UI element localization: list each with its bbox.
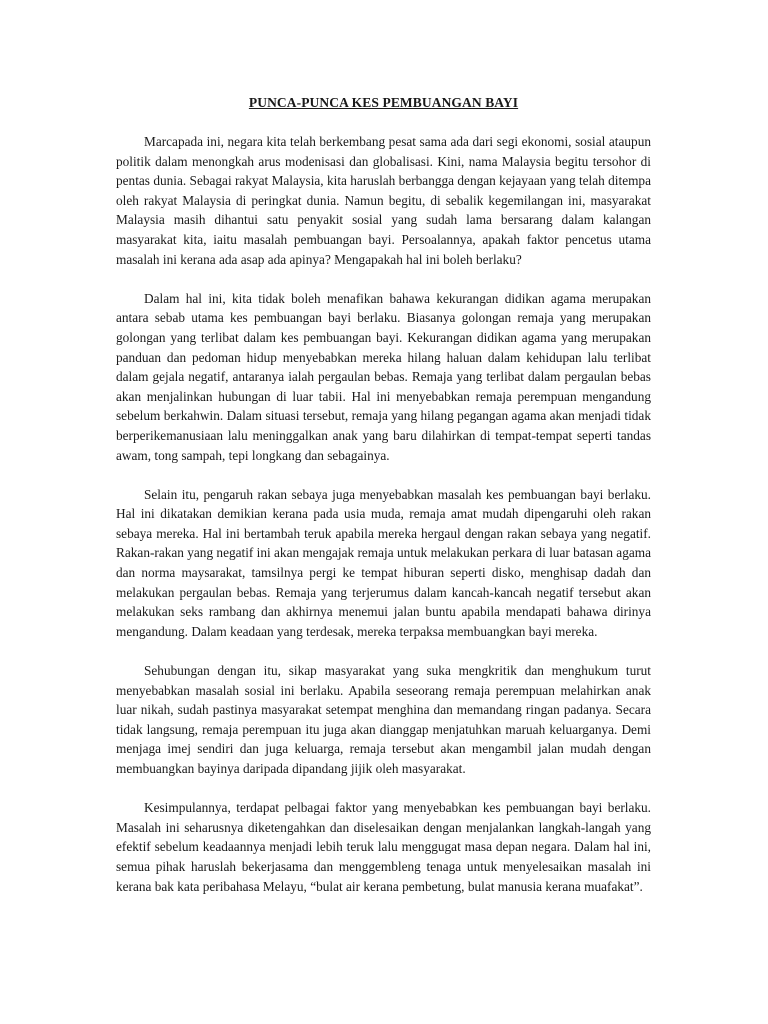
paragraph-society-attitude: Sehubungan dengan itu, sikap masyarakat yang suka mengkritik dan menghukum turut menyebabkan masalah sosial ini berlaku. Apabila seseorang remaja perempuan melahirkan anak luar nikah, sudah pastinya masyarakat setempat menghina dan memandang ringan padanya. Secara tidak langsung, remaja perempuan itu juga akan dianggap menjatuhkan maruah keluarganya. Demi menjaga imej sendiri dan juga keluarga, remaja tersebut akan mengambil jalan mudah dengan membuangkan bayinya daripada dipandang jijik oleh masyarakat.	[116, 663, 651, 776]
document-page	[116, 94, 651, 916]
document-title: PUNCA-PUNCA KES PEMBUANGAN BAYI	[248, 95, 519, 110]
paragraph-religious-education: Dalam hal ini, kita tidak boleh menafikan bahawa kekurangan didikan agama merupakan antara sebab utama kes pembuangan bayi berlaku. Biasanya golongan remaja yang merupakan golongan yang terlibat dalam kes pembuangan bayi. Kekurangan didikan agama yang merupakan panduan dan pedoman hidup menyebabkan mereka hilang haluan dalam kehidupan lalu terlibat dalam gejala negatif, antaranya ialah pergaulan bebas. Remaja yang terlibat dalam pergaulan bebas akan menjalinkan hubungan di luar tabii. Hal ini menyebabkan remaja perempuan mengandung sebelum berkahwin. Dalam situasi tersebut, remaja yang hilang pegangan agama akan menjadi tidak berperikemanusiaan lalu meninggalkan anak yang baru dilahirkan di tempat-tempat seperti tandas awam, tong sampah, tepi longkang dan sebagainya.	[116, 290, 651, 463]
paragraph-conclusion: Kesimpulannya, terdapat pelbagai faktor yang menyebabkan kes pembuangan bayi berlaku. Masalah ini seharusnya diketengahkan dan diselesaikan dengan menjalankan langkah-langah yang efektif sebelum keadaannya menjadi lebih teruk lalu menggugat masa depan negara. Dalam hal ini, semua pihak haruslah bekerjasama dan menggembleng tenaga untuk menyelesaikan masalah ini kerana bak kata peribahasa Melayu, “bulat air kerana pembetung, bulat manusia kerana muafakat”.	[116, 800, 651, 894]
paragraph-peer-influence: Selain itu, pengaruh rakan sebaya juga menyebabkan masalah kes pembuangan bayi berlaku. Hal ini dikatakan demikian kerana pada usia muda, remaja amat mudah dipengaruhi oleh rakan sebaya mereka. Hal ini bertambah teruk apabila mereka hergaul dengan rakan sebaya yang negatif. Rakan-rakan yang negatif ini akan mengajak remaja untuk melakukan perkara di luar batasan agama dan norma maysarakat, tamsilnya pergi ke tempat hiburan seperti disko, menghisap dadah dan melakukan pergaulan bebas. Remaja yang terjerumus dalam kancah-kancah negatif tersebut akan melakukan seks rambang dan akhirnya menemui jalan buntu apabila mendapati bahawa dirinya mengandung. Dalam keadaan yang terdesak, mereka terpaksa membuangkan bayi mereka.	[116, 486, 651, 639]
paragraph-introduction: Marcapada ini, negara kita telah berkembang pesat sama ada dari segi ekonomi, sosial ataupun politik dalam menongkah arus modenisasi dan globalisasi. Kini, nama Malaysia begitu tersohor di pentas dunia. Sebagai rakyat Malaysia, kita haruslah berbangga dengan kejayaan yang telah ditempa oleh rakyat Malaysia di peringkat dunia. Namun begitu, di sebalik kegemilangan ini, masyarakat Malaysia masih dihantui satu penyakit sosial yang sudah lama bersarang dalam kalangan masyarakat kita, iaitu masalah pembuangan bayi. Persoalannya, apakah faktor pencetus utama masalah ini kerana ada asap ada apinya? Mengapakah hal ini boleh berlaku?	[116, 134, 651, 267]
